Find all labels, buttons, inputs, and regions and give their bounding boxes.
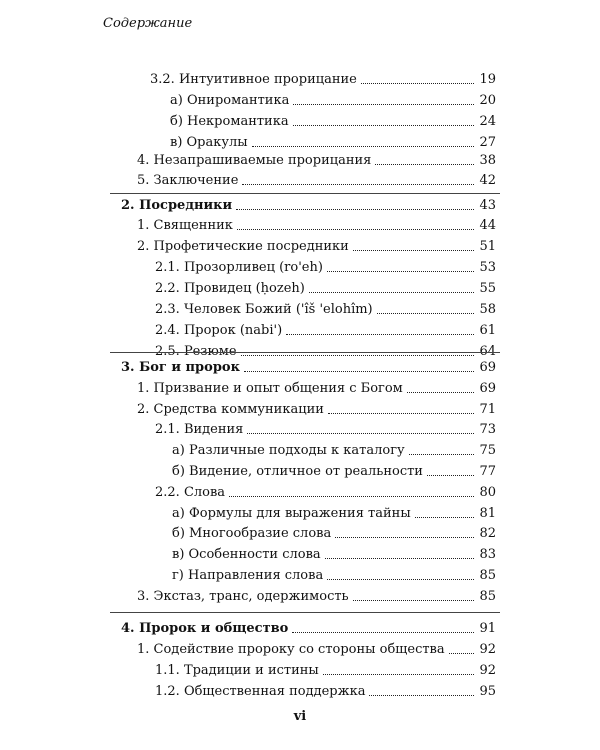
toc-entry-title: 2.1. Прозорливец (ro'eh) (155, 260, 323, 275)
toc-entry-page: 43 (479, 198, 496, 213)
page-header: Содержание (103, 16, 193, 31)
toc-leader (327, 579, 474, 580)
toc-leader (427, 475, 474, 476)
toc-entry-page: 85 (479, 589, 496, 604)
toc-leader (236, 209, 474, 210)
toc-entry-title: 1. Содействие пророку со стороны общества (137, 642, 445, 657)
toc-leader (229, 496, 474, 497)
page-number: vi (293, 709, 307, 724)
toc-entry-title: 3. Бог и пророк (121, 360, 240, 375)
toc-entry[interactable] (137, 400, 496, 418)
section-divider (110, 193, 500, 194)
toc-entry[interactable] (172, 462, 496, 480)
toc-entry-page: 82 (479, 526, 496, 541)
toc-entry[interactable] (155, 321, 496, 339)
toc-entry-title: 4. Пророк и общество (121, 621, 289, 636)
toc-entry-page: 95 (479, 684, 496, 699)
toc-entry[interactable] (155, 420, 496, 438)
toc-leader (407, 392, 474, 393)
toc-entry[interactable] (172, 545, 496, 563)
toc-leader (449, 653, 474, 654)
toc-entry-title: а) Различные подходы к каталогу (172, 443, 405, 458)
toc-entry[interactable] (137, 171, 496, 189)
toc-entry-title: в) Особенности слова (172, 547, 321, 562)
toc-entry-title: 2. Посредники (121, 198, 233, 213)
toc-entry-page: 80 (479, 485, 496, 500)
toc-entry-title: 2.4. Пророк (nabi') (155, 323, 283, 338)
toc-entry[interactable] (137, 640, 496, 658)
toc-leader (244, 371, 474, 372)
toc-entry-title: 3. Экстаз, транс, одержимость (137, 589, 349, 604)
toc-entry[interactable] (150, 70, 496, 88)
toc-entry[interactable] (137, 216, 496, 234)
toc-leader (247, 433, 474, 434)
toc-entry-title: а) Формулы для выражения тайны (172, 506, 411, 521)
toc-entry-page: 83 (479, 547, 496, 562)
toc-leader (286, 334, 474, 335)
toc-chapter[interactable] (121, 196, 496, 214)
toc-entry[interactable] (137, 237, 496, 255)
toc-entry-title: 2.2. Слова (155, 485, 226, 500)
toc-entry[interactable] (172, 566, 496, 584)
toc-leader (293, 125, 474, 126)
toc-entry-page: 24 (479, 114, 496, 129)
toc-leader (361, 83, 474, 84)
toc-entry[interactable] (172, 524, 496, 542)
toc-entry[interactable] (137, 587, 496, 605)
toc-entry-title: 2. Средства коммуникации (137, 402, 324, 417)
toc-entry-title: б) Многообразие слова (172, 526, 332, 541)
toc-entry-page: 92 (479, 642, 496, 657)
toc-entry-page: 71 (479, 402, 496, 417)
toc-entry-title: 2.3. Человек Божий ('îš 'elohîm) (155, 302, 373, 317)
toc-leader (237, 229, 474, 230)
toc-entry[interactable] (155, 258, 496, 276)
toc-entry-title: г) Направления слова (172, 568, 324, 583)
toc-leader (353, 250, 474, 251)
toc-leader (242, 184, 474, 185)
toc-leader (377, 313, 474, 314)
toc-leader (415, 517, 474, 518)
toc-chapter[interactable] (121, 358, 496, 376)
toc-entry-page: 92 (479, 663, 496, 678)
toc-entry-title: 2.1. Видения (155, 422, 244, 437)
toc-entry[interactable] (170, 91, 496, 109)
toc-entry-title: 5. Заключение (137, 173, 239, 188)
toc-leader (369, 695, 474, 696)
toc-entry[interactable] (137, 151, 496, 169)
toc-entry-title: б) Некромантика (170, 114, 289, 129)
toc-leader (335, 537, 474, 538)
toc-entry-page: 44 (479, 218, 496, 233)
toc-entry-page: 58 (479, 302, 496, 317)
toc-entry-page: 55 (479, 281, 496, 296)
toc-entry-title: 3.2. Интуитивное прорицание (150, 72, 357, 87)
toc-entry[interactable] (155, 682, 496, 700)
toc-entry-page: 38 (479, 153, 496, 168)
toc-entry-page: 51 (479, 239, 496, 254)
toc-entry-title: 1.1. Традиции и истины (155, 663, 319, 678)
toc-entry-page: 27 (479, 135, 496, 150)
toc-leader (325, 558, 474, 559)
toc-leader (241, 355, 474, 356)
toc-entry-page: 53 (479, 260, 496, 275)
toc-entry-page: 64 (479, 344, 496, 359)
toc-entry[interactable] (155, 300, 496, 318)
toc-entry-page: 73 (479, 422, 496, 437)
toc-entry[interactable] (170, 112, 496, 130)
toc-entry-page: 91 (479, 621, 496, 636)
toc-entry-page: 69 (479, 381, 496, 396)
toc-leader (293, 104, 474, 105)
toc-entry-page: 75 (479, 443, 496, 458)
toc-entry-title: 4. Незапрашиваемые прорицания (137, 153, 372, 168)
toc-entry-page: 77 (479, 464, 496, 479)
toc-entry-page: 20 (479, 93, 496, 108)
toc-leader (292, 632, 474, 633)
toc-leader (328, 413, 474, 414)
section-divider (110, 612, 500, 613)
toc-entry-page: 85 (479, 568, 496, 583)
toc-entry-title: б) Видение, отличное от реальности (172, 464, 423, 479)
toc-entry-page: 61 (479, 323, 496, 338)
toc-entry[interactable] (172, 441, 496, 459)
toc-entry[interactable] (137, 379, 496, 397)
toc-leader (409, 454, 474, 455)
toc-entry-page: 81 (479, 506, 496, 521)
section-divider (110, 352, 500, 353)
toc-entry-title: 2.5. Резюме (155, 344, 237, 359)
toc-entry-title: 2. Профетические посредники (137, 239, 349, 254)
toc-entry-title: 1.2. Общественная поддержка (155, 684, 366, 699)
toc-entry-title: а) Ониромантика (170, 93, 290, 108)
toc-entry[interactable] (170, 133, 496, 151)
toc-entry-title: 1. Призвание и опыт общения с Богом (137, 381, 403, 396)
toc-entry[interactable] (172, 504, 496, 522)
toc-entry[interactable] (155, 483, 496, 501)
toc-entry-page: 19 (479, 72, 496, 87)
toc-entry-title: в) Оракулы (170, 135, 248, 150)
toc-entry-title: 2.2. Провидец (ḥozeh) (155, 281, 305, 296)
toc-leader (327, 271, 474, 272)
toc-leader (353, 600, 474, 601)
toc-entry[interactable] (155, 661, 496, 679)
toc-leader (375, 164, 474, 165)
toc-leader (323, 674, 474, 675)
toc-entry-title: 1. Священник (137, 218, 233, 233)
toc-leader (252, 146, 474, 147)
toc-leader (309, 292, 474, 293)
toc-entry[interactable] (155, 279, 496, 297)
toc-entry-page: 42 (479, 173, 496, 188)
toc-entry-page: 69 (479, 360, 496, 375)
toc-chapter[interactable] (121, 619, 496, 637)
